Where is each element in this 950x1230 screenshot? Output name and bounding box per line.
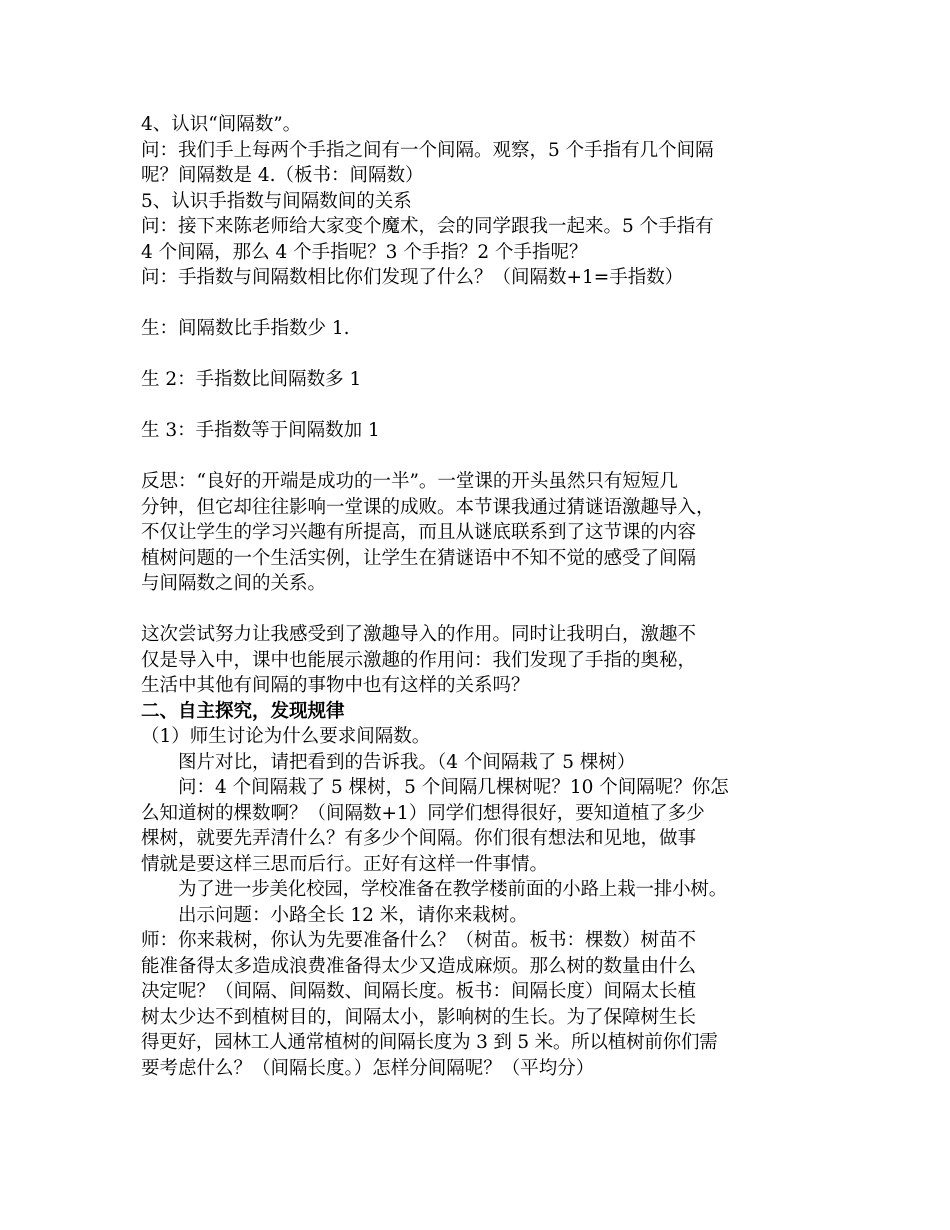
blank-line (141, 393, 831, 419)
text-line: 与间隔数之间的关系。 (141, 573, 327, 594)
text-line: 情就是要这样三思而后行。正好有这样一件事情。 (141, 853, 549, 875)
text-line: 要考虑什么？（间隔长度。）怎样分间隔呢？（平均分） (141, 1057, 595, 1079)
text-line: 分钟，但它却往往影响一堂课的成败。本节课我通过猜谜语激趣导入， (141, 496, 715, 518)
text-line: 问：接下来陈老师给大家变个魔术，会的同学跟我一起来。5 个手指有 (141, 216, 714, 237)
text-line: 生 3：手指数等于间隔数加 1 (141, 420, 380, 441)
text-line: 生 2：手指数比间隔数多 1 (141, 369, 362, 390)
text-line: 4、认识“间隔数”。 (141, 114, 302, 135)
section-heading: 二、自主探究，发现规律 (141, 700, 345, 722)
text-line: 问：手指数与间隔数相比你们发现了什么？（间隔数+1=手指数） (141, 267, 684, 288)
text-line: 决定呢？（间隔、间隔数、间隔长度。板书：间隔长度）间隔太长植 (141, 981, 697, 1002)
text-line: 生：间隔数比手指数少 1. (141, 318, 350, 339)
text-line: （1）师生讨论为什么要求间隔数。 (141, 726, 431, 747)
blank-line (141, 597, 831, 623)
text-line: 呢？间隔数是 4.（板书：间隔数） (141, 165, 424, 186)
blank-line (141, 444, 831, 470)
text-line: 出示问题：小路全长 12 米，请你来栽树。 (178, 904, 528, 926)
text-line: 么知道树的棵数啊？（间隔数+1）同学们想得很好，要知道植了多少 (141, 802, 705, 824)
text-line: 不仅让学生的学习兴趣有所提高，而且从谜底联系到了这节课的内容 (141, 522, 697, 543)
text-line: 4 个间隔，那么 4 个手指呢？3 个手指？2 个手指呢？ (141, 241, 588, 263)
text-line: 能准备得太多造成浪费准备得太少又造成麻烦。那么树的数量由什么 (141, 955, 697, 977)
text-line: 仅是导入中，课中也能展示激趣的作用问：我们发现了手指的奥秘， (141, 649, 697, 671)
text-line: 问：我们手上每两个手指之间有一个间隔。观察，5 个手指有几个间隔 (141, 139, 714, 161)
document-page (141, 112, 831, 1081)
text-line: 生活中其他有间隔的事物中也有这样的关系吗？ (141, 675, 530, 696)
text-line: 问：4 个间隔栽了 5 棵树，5 个间隔几棵树呢？10 个间隔呢？你怎 (178, 777, 729, 798)
text-line: 植树问题的一个生活实例，让学生在猜谜语中不知不觉的感受了间隔 (141, 547, 697, 569)
text-line: 这次尝试努力让我感受到了激趣导入的作用。同时让我明白，激趣不 (141, 624, 697, 645)
text-line: 树太少达不到植树目的，间隔太小，影响树的生长。为了保障树生长 (141, 1006, 697, 1028)
text-line: 得更好，园林工人通常植树的间隔长度为 3 到 5 米。所以植树前你们需 (141, 1032, 718, 1053)
text-line: 反思：“良好的开端是成功的一半”。一堂课的开头虽然只有短短几 (141, 471, 678, 492)
text-line: 师：你来栽树，你认为先要准备什么？（树苗。板书：棵数）树苗不 (141, 930, 697, 951)
text-line: 为了进一步美化校园，学校准备在教学楼前面的小路上栽一排小树。 (178, 879, 728, 900)
text-line: 5、认识手指数与间隔数间的关系 (141, 190, 412, 212)
blank-line (141, 342, 831, 368)
blank-line (141, 291, 831, 317)
text-line: 棵树，就要先弄清什么？有多少个间隔。你们很有想法和见地，做事 (141, 828, 697, 849)
text-line: 图片对比，请把看到的告诉我。（4 个间隔栽了 5 棵树） (178, 751, 636, 773)
